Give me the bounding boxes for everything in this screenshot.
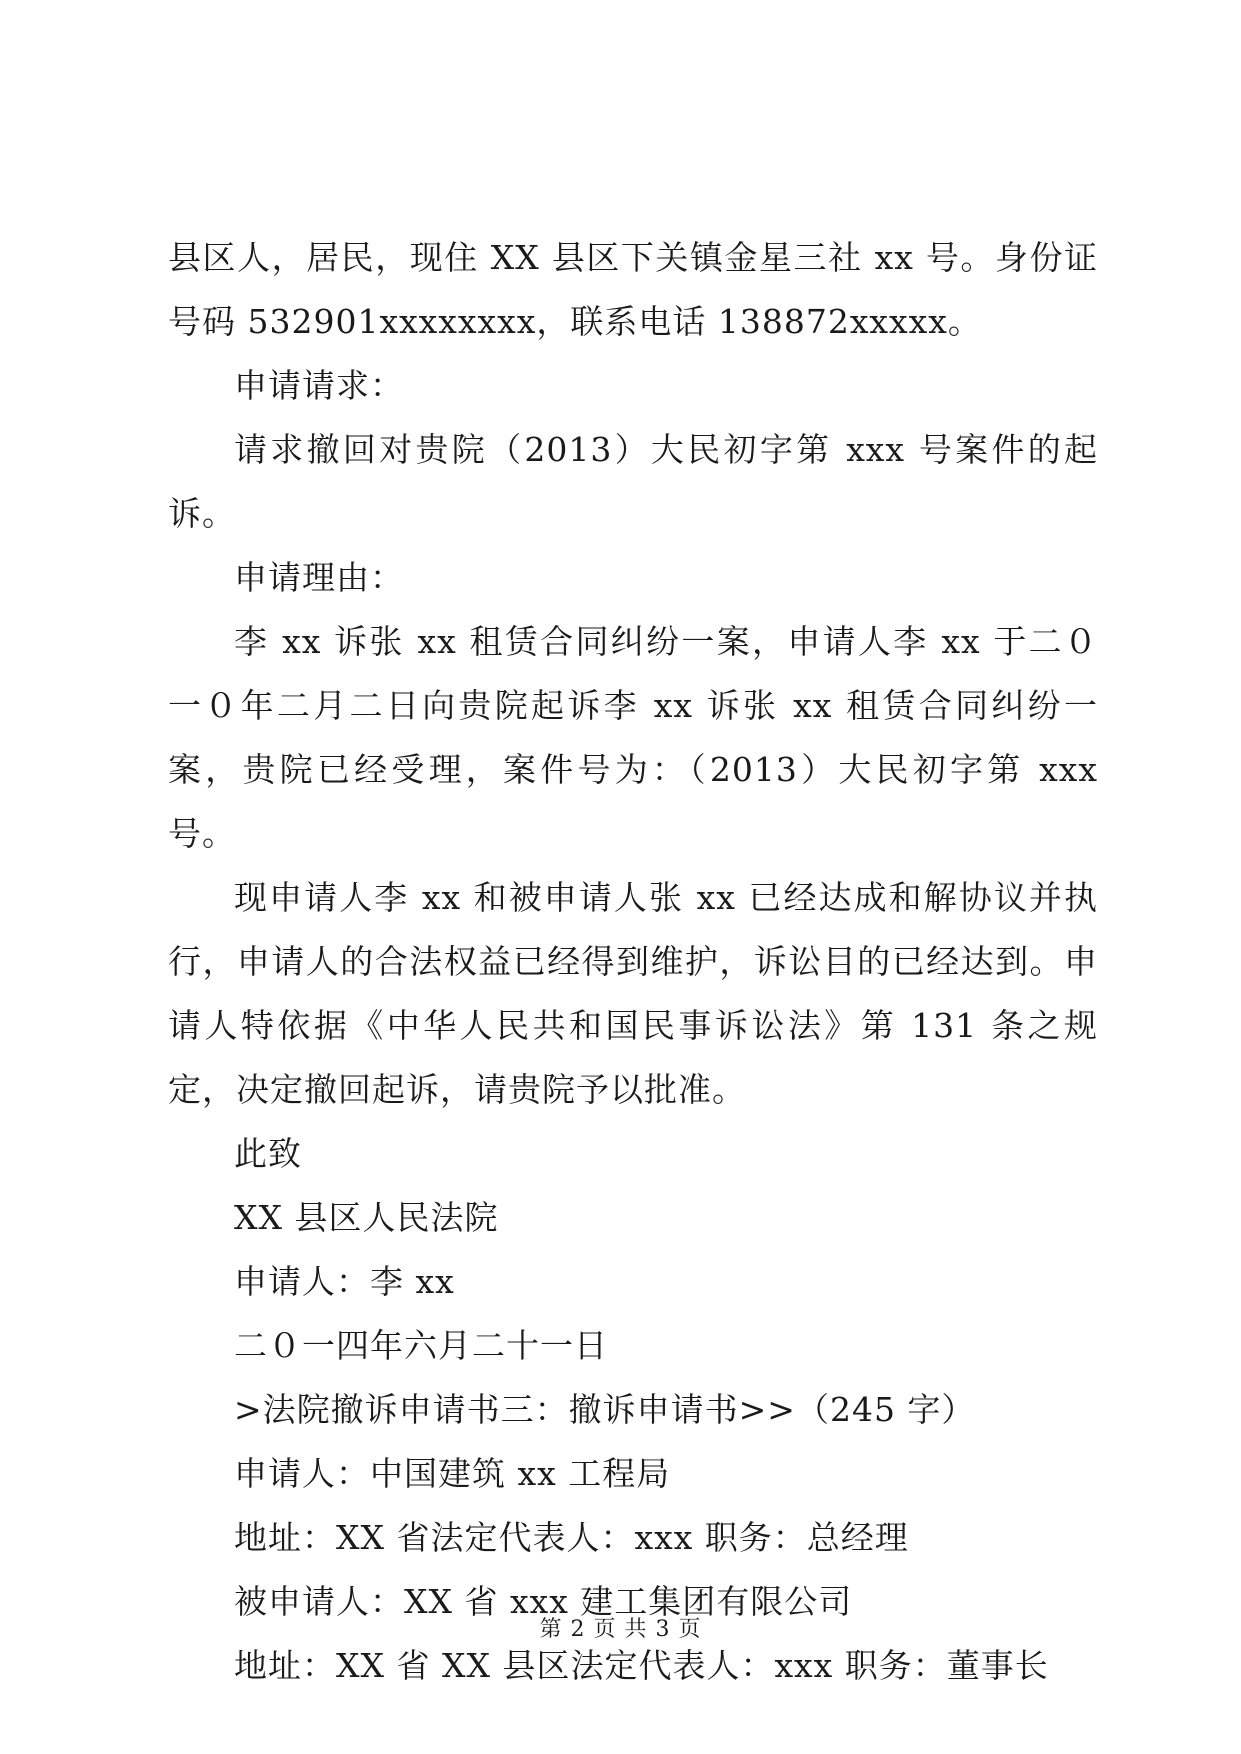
applicant-signature: 申请人：李 xx <box>234 1262 455 1301</box>
respondent-name: 被申请人：XX 省 xxx 建工集团有限公司 <box>234 1582 853 1621</box>
respondent-address: 地址：XX 省 XX 县区法定代表人：xxx 职务：董事长 <box>234 1646 1049 1685</box>
paragraph-withdrawal-reason: 现申请人李 xx 和被申请人张 xx 已经达成和解协议并执行，申请人的合法权益已经得到维护，诉讼目的已经达到。申请人特依据《中华人民共和国民事诉讼法》第 131 条之规定，决定撤回起诉，请贵院予以批准。 <box>168 878 1098 1109</box>
section-title-sample-three: >法院撤诉申请书三：撤诉申请书>>（245 字） <box>234 1390 976 1429</box>
document-date: 二０一四年六月二十一日 <box>234 1326 608 1365</box>
heading-application-reason: 申请理由： <box>234 558 404 597</box>
salutation: 此致 <box>234 1134 302 1173</box>
paragraph-request: 请求撤回对贵院（2013）大民初字第 xxx 号案件的起诉。 <box>168 430 1098 533</box>
applicant-address: 地址：XX 省法定代表人：xxx 职务：总经理 <box>234 1518 909 1557</box>
addressee-court: XX 县区人民法院 <box>234 1198 499 1237</box>
paragraph-resident-info: 县区人，居民，现住 XX 县区下关镇金星三社 xx 号。身份证号码 532901xxxxxxxx，联系电话 138872xxxxx。 <box>168 238 1098 341</box>
document-body <box>168 226 1098 1698</box>
page-number-footer: 第 2 页 共 3 页 <box>539 1617 702 1642</box>
heading-application-request: 申请请求： <box>234 366 404 405</box>
applicant-name: 申请人：中国建筑 xx 工程局 <box>234 1454 671 1493</box>
paragraph-case-background: 李 xx 诉张 xx 租赁合同纠纷一案，申请人李 xx 于二０一０年二月二日向贵院起诉李 xx 诉张 xx 租赁合同纠纷一案，贵院已经受理，案件号为：（2013）大民初字第 xxx 号。 <box>168 622 1098 853</box>
